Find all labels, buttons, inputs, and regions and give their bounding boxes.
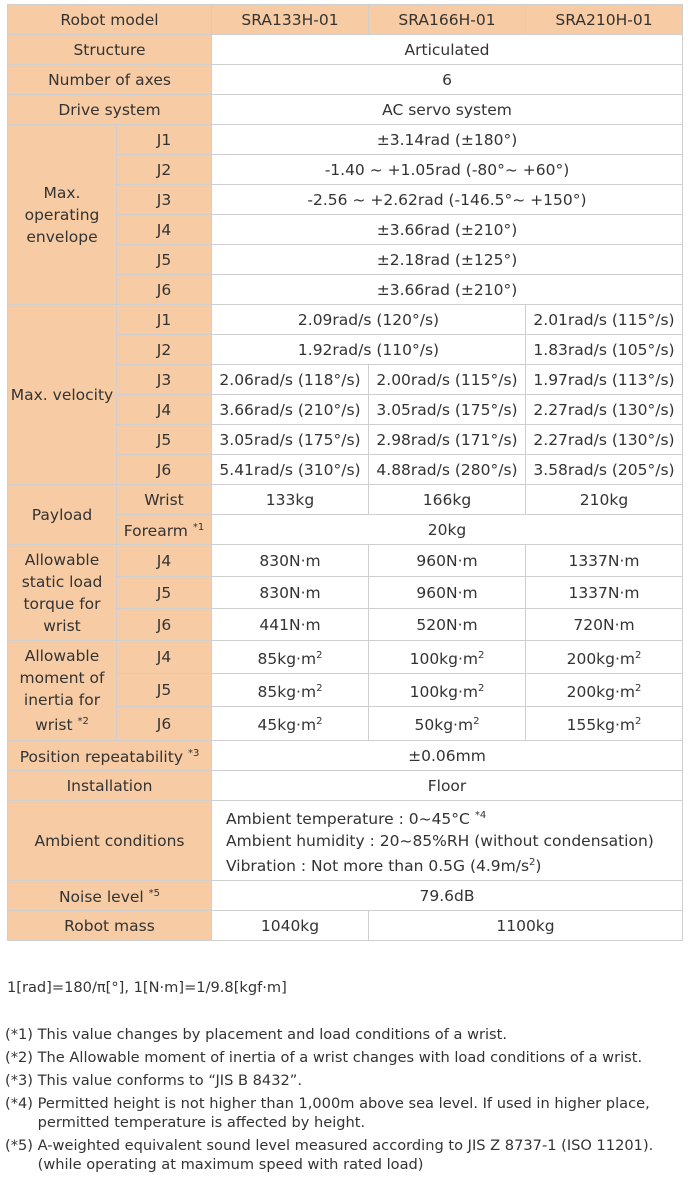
structure-row [8,35,683,65]
joint-label: J4 [117,545,212,577]
inertia-label-text: wrist [35,716,73,734]
torque-value: 960N·m [369,577,526,609]
torque-value: 830N·m [212,577,369,609]
model-sra166h: SRA166H-01 [369,5,526,35]
velocity-value: 2.27rad/s (130°/s) [526,425,683,455]
forearm-label [117,515,212,545]
repeatability-row [8,741,683,771]
unit-exponent: 2 [529,856,536,868]
velocity-value: 4.88rad/s (280°/s) [369,455,526,485]
velocity-value: 3.58rad/s (205°/s) [526,455,683,485]
inertia-value [369,707,526,741]
joint-label: J3 [117,185,212,215]
torque-value: 720N·m [526,609,683,641]
velocity-value: 1.92rad/s (110°/s) [212,335,526,365]
installation-value: Floor [212,771,683,801]
inertia-label-line: moment of [19,669,105,687]
inertia-label-line: Allowable [24,647,100,665]
model-sra133h: SRA133H-01 [212,5,369,35]
velocity-value: 3.66rad/s (210°/s) [212,395,369,425]
unit-exponent: 2 [316,649,323,661]
joint-label: J5 [117,245,212,275]
joint-label: J4 [117,215,212,245]
velocity-value: 2.09rad/s (120°/s) [212,305,526,335]
notes-section [5,978,693,1178]
inertia-value-text: 45kg·m [257,716,317,734]
footnote [5,1048,693,1067]
joint-label: J2 [117,335,212,365]
ambient-humidity: Ambient humidity : 20~85%RH (without condensation) [226,831,654,850]
ambient-vibration-end: ) [535,856,542,875]
inertia-value-text: 50kg·m [414,716,474,734]
inertia-value-text: 200kg·m [566,682,636,701]
footnote-text: A-weighted equivalent sound level measured according to JIS Z 8737-1 (ISO 11201). (while operating at maximum speed with rated load) [37,1137,654,1173]
ambient-value [212,801,683,881]
velocity-value: 1.83rad/s (105°/s) [526,335,683,365]
robot-model-label: Robot model [8,5,212,35]
velocity-value: 2.98rad/s (171°/s) [369,425,526,455]
ambient-vibration [226,852,682,877]
velocity-value: 2.01rad/s (115°/s) [526,305,683,335]
inertia-label-line [8,711,116,736]
model-sra210h: SRA210H-01 [526,5,683,35]
inertia-label-line: inertia for [23,691,101,709]
inertia-value-text: 85kg·m [257,649,317,668]
noise-text: Noise level [58,888,144,906]
header-row [8,5,683,35]
joint-label: J5 [117,425,212,455]
torque-value: 960N·m [369,545,526,577]
envelope-label-line: operating [24,205,100,224]
torque-value: 1337N·m [526,577,683,609]
inertia-value-text: 100kg·m [409,682,479,701]
mass-row [8,911,683,941]
footnote-text: This value changes by placement and load conditions of a wrist. [37,1026,508,1043]
footnote-ref: *2 [77,716,89,727]
envelope-label [8,125,117,305]
joint-label: J6 [117,707,212,741]
repeatability-label [8,741,212,771]
joint-label: J4 [117,641,212,674]
torque-row [8,545,683,577]
footnote-text: Permitted height is not higher than 1,000m above sea level. If used in higher place, permitted temperature is affected by height. [37,1095,650,1131]
velocity-value: 2.06rad/s (118°/s) [212,365,369,395]
footnote-mark: (*2) [5,1049,33,1066]
inertia-value-text: 155kg·m [566,716,636,734]
payload-value: 133kg [212,485,369,515]
torque-value: 1337N·m [526,545,683,577]
drive-value: AC servo system [212,95,683,125]
noise-label [8,881,212,911]
footnote-text: This value conforms to “JIS B 8432”. [37,1072,302,1089]
structure-label: Structure [8,35,212,65]
unit-exponent: 2 [473,716,480,727]
inertia-value [369,641,526,674]
repeatability-value: ±0.06mm [212,741,683,771]
ambient-vibration-text: Vibration : Not more than 0.5G (4.9m/s [226,856,530,875]
envelope-value: -1.40 ~ +1.05rad (-80°~ +60°) [212,155,683,185]
joint-label: J1 [117,125,212,155]
mass-value: 1100kg [369,911,683,941]
joint-label: J5 [117,674,212,707]
unit-conversion-formula: 1[rad]=180/π[°], 1[N·m]=1/9.8[kgf·m] [7,979,287,996]
ambient-label: Ambient conditions [8,801,212,881]
velocity-value: 1.97rad/s (113°/s) [526,365,683,395]
torque-value: 520N·m [369,609,526,641]
installation-label: Installation [8,771,212,801]
footnote-ref: *1 [192,522,205,533]
torque-label [8,545,117,641]
torque-value: 830N·m [212,545,369,577]
footnote [5,1071,693,1090]
structure-value: Articulated [212,35,683,65]
inertia-value-text: 200kg·m [566,649,636,668]
envelope-value: ±3.66rad (±210°) [212,215,683,245]
inertia-label [8,641,117,741]
noise-value: 79.6dB [212,881,683,911]
axes-row [8,65,683,95]
unit-exponent: 2 [635,649,642,661]
unit-exponent: 2 [316,716,323,727]
footnote-text: The Allowable moment of inertia of a wrist changes with load conditions of a wrist. [37,1049,643,1066]
mass-label: Robot mass [8,911,212,941]
inertia-value-text: 85kg·m [257,682,317,701]
envelope-row [8,125,683,155]
torque-label-line: torque for [23,594,101,613]
drive-label: Drive system [8,95,212,125]
axes-value: 6 [212,65,683,95]
joint-label: J6 [117,455,212,485]
envelope-value: -2.56 ~ +2.62rad (-146.5°~ +150°) [212,185,683,215]
joint-label: J6 [117,609,212,641]
velocity-value: 2.27rad/s (130°/s) [526,395,683,425]
torque-label-line: Allowable [24,550,100,569]
unit-exponent: 2 [635,716,642,727]
joint-label: J3 [117,365,212,395]
footnote [5,1025,693,1044]
envelope-label-line: envelope [26,227,98,246]
joint-label: J4 [117,395,212,425]
footnote [5,1136,693,1174]
envelope-value: ±3.14rad (±180°) [212,125,683,155]
torque-label-line: wrist [43,616,81,635]
ambient-temperature-text: Ambient temperature : 0~45°C [226,809,470,828]
drive-row [8,95,683,125]
velocity-value: 5.41rad/s (310°/s) [212,455,369,485]
unit-exponent: 2 [478,682,485,694]
inertia-value [526,674,683,707]
inertia-value [526,641,683,674]
joint-label: J1 [117,305,212,335]
unit-exponent: 2 [316,682,323,694]
footnote-mark: (*1) [5,1026,33,1043]
joint-label: J2 [117,155,212,185]
footnote-ref: *5 [148,888,161,899]
unit-exponent: 2 [478,649,485,661]
envelope-label-line: Max. [43,183,81,202]
inertia-row [8,641,683,674]
inertia-value [526,707,683,741]
payload-value: 166kg [369,485,526,515]
footnote-ref: *4 [474,809,487,821]
footnote [5,1094,693,1132]
ambient-temperature [226,805,682,830]
inertia-value [212,707,369,741]
inertia-value-text: 100kg·m [409,649,479,668]
footnote-mark: (*5) [5,1137,33,1154]
envelope-value: ±3.66rad (±210°) [212,275,683,305]
envelope-value: ±2.18rad (±125°) [212,245,683,275]
noise-row [8,881,683,911]
axes-label: Number of axes [8,65,212,95]
forearm-value: 20kg [212,515,683,545]
spec-table [7,4,683,941]
payload-row [8,485,683,515]
ambient-row [8,801,683,881]
payload-label: Payload [8,485,117,545]
footnote-mark: (*4) [5,1095,33,1112]
installation-row [8,771,683,801]
repeatability-text: Position repeatability [19,748,183,766]
inertia-value [369,674,526,707]
wrist-label: Wrist [117,485,212,515]
velocity-value: 3.05rad/s (175°/s) [212,425,369,455]
velocity-label: Max. velocity [8,305,117,485]
torque-value: 441N·m [212,609,369,641]
mass-value: 1040kg [212,911,369,941]
torque-label-line: static load [21,572,103,591]
velocity-value: 3.05rad/s (175°/s) [369,395,526,425]
footnote-ref: *3 [187,748,200,759]
joint-label: J5 [117,577,212,609]
footnote-mark: (*3) [5,1072,33,1089]
unit-exponent: 2 [635,682,642,694]
inertia-value [212,641,369,674]
forearm-text: Forearm [123,522,188,540]
payload-value: 210kg [526,485,683,515]
inertia-value [212,674,369,707]
velocity-row [8,305,683,335]
velocity-value: 2.00rad/s (115°/s) [369,365,526,395]
joint-label: J6 [117,275,212,305]
